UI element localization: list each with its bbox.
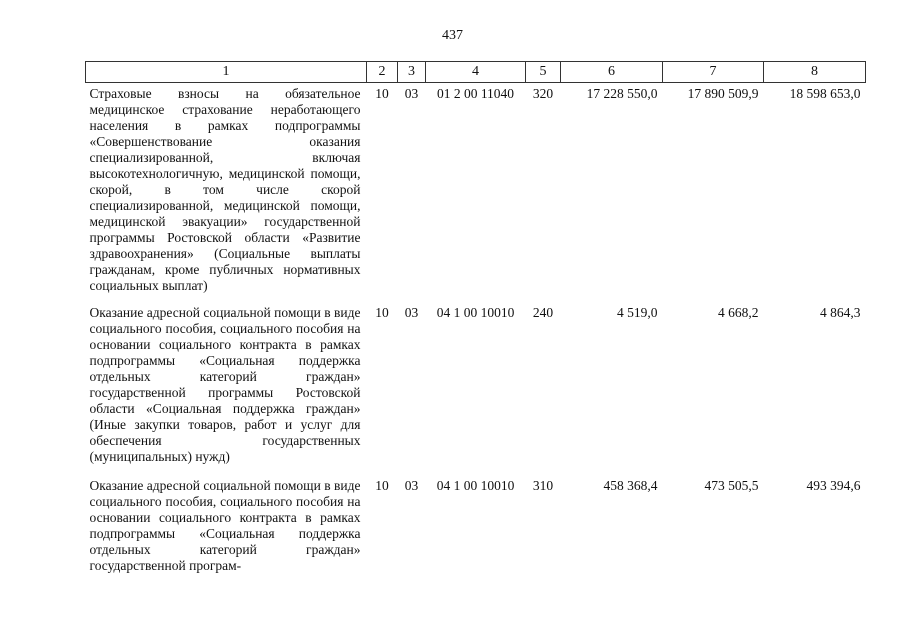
row-description: Оказание адресной социальной помощи в виде социального пособия, социального пособия на основании социального контракта в рамках подпрограммы «Социальная поддержка отдельных категорий граждан» государственной программы Ростовской области «Социальная поддержка граждан» (Иные закупки товаров, работ и услуг для обеспечения государственных (муниципальных) нужд) (89, 305, 361, 464)
row-section: 10 (375, 305, 389, 320)
column-header-6: 6 (561, 62, 663, 83)
row-subsection: 03 (404, 478, 419, 493)
row-amount-3: 493 394,6 (806, 478, 861, 493)
column-header-8: 8 (764, 62, 866, 83)
row-expense-type: 320 (532, 86, 554, 101)
column-header-4: 4 (426, 62, 526, 83)
table-row (86, 302, 866, 475)
row-amount-2: 4 668,2 (718, 305, 759, 320)
budget-table (85, 61, 866, 574)
row-amount-3: 18 598 653,0 (789, 86, 861, 101)
column-header-2: 2 (367, 62, 398, 83)
row-target-code: 01 2 00 11040 (436, 86, 515, 101)
row-expense-type: 240 (532, 305, 554, 320)
row-expense-type: 310 (532, 478, 554, 493)
row-subsection: 03 (404, 86, 419, 101)
row-amount-2: 17 890 509,9 (687, 86, 759, 101)
row-section: 10 (375, 86, 389, 101)
row-amount-1: 17 228 550,0 (586, 86, 658, 101)
row-description: Страховые взносы на обязательное медицинское страхование неработающего населения в рамках подпрограммы «Совершенствование оказания специализированной, включая высокотехнологичную, медицинской помощи, скорой, в том числе скорой специализированной, медицинской помощи, медицинской эвакуации» государственной программы Ростовской области «Развитие здравоохранения» (Социальные выплаты гражданам, кроме публичных нормативных социальных выплат) (89, 86, 361, 293)
table-row (86, 475, 866, 574)
row-amount-1: 458 368,4 (603, 478, 658, 493)
row-section: 10 (375, 478, 389, 493)
row-subsection: 03 (404, 305, 419, 320)
row-target-code: 04 1 00 10010 (436, 305, 515, 320)
column-header-1: 1 (86, 62, 367, 83)
row-amount-1: 4 519,0 (617, 305, 658, 320)
row-target-code: 04 1 00 10010 (436, 478, 515, 493)
page-number: 437 (442, 28, 463, 43)
row-amount-2: 473 505,5 (704, 478, 759, 493)
table-row (86, 83, 866, 303)
row-amount-3: 4 864,3 (820, 305, 861, 320)
column-header-3: 3 (398, 62, 426, 83)
column-header-7: 7 (663, 62, 764, 83)
row-description: Оказание адресной социальной помощи в виде социального пособия, социального пособия на основании социального контракта в рамках подпрограммы «Социальная поддержка отдельных категорий граждан» государственной програм- (89, 478, 361, 573)
column-header-5: 5 (526, 62, 561, 83)
header-row (86, 62, 866, 83)
